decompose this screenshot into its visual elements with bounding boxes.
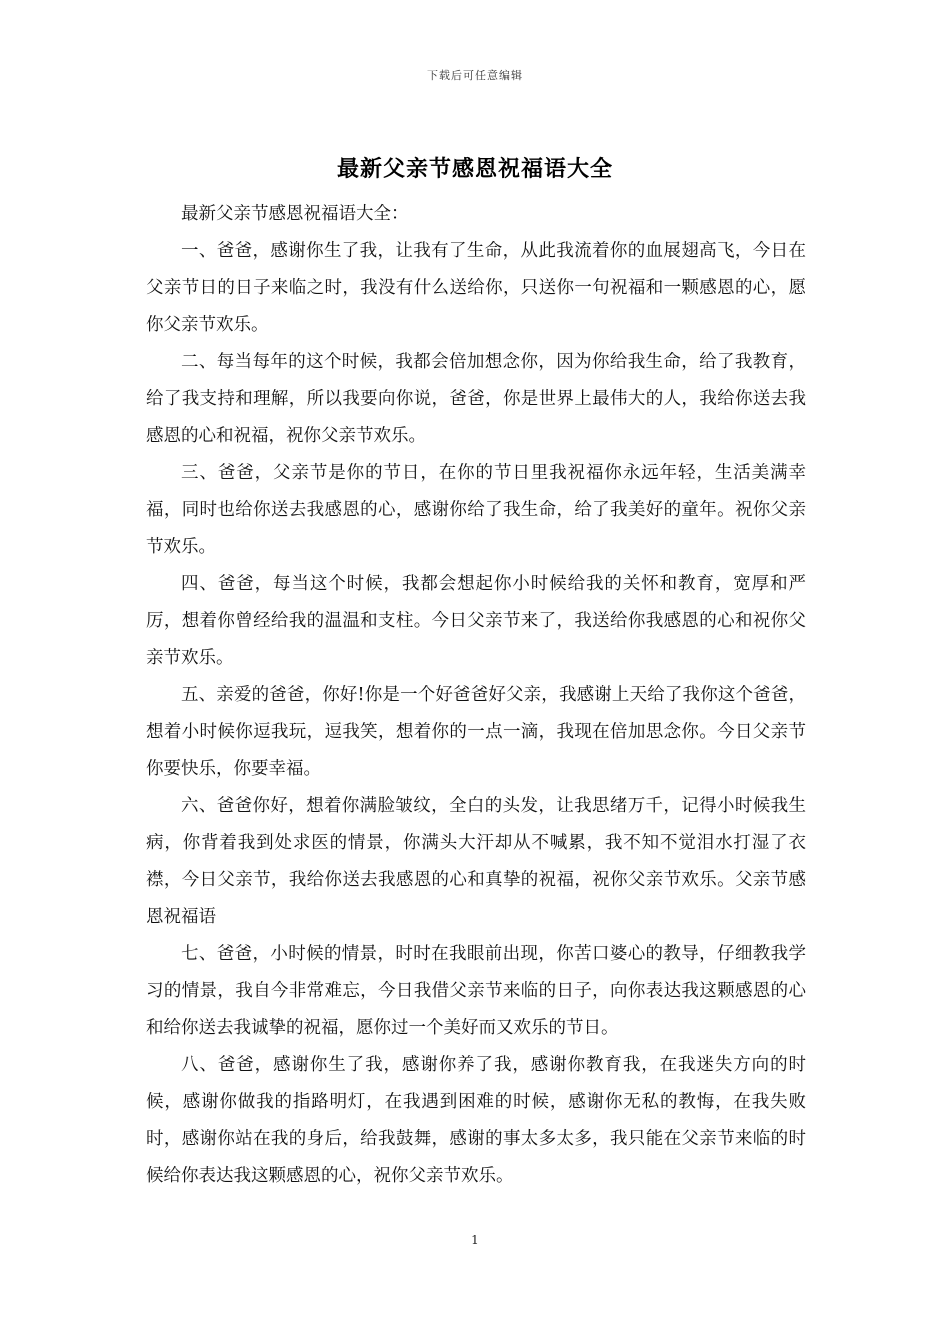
- paragraph-5: 五、亲爱的爸爸，你好!你是一个好爸爸好父亲，我感谢上天给了我你这个爸爸，想着小时候你逗我玩，逗我笑，想着你的一点一滴，我现在倍加思念你。今日父亲节你要快乐，你要幸福。: [146, 685, 806, 779]
- page-header-note: 下载后可任意编辑: [427, 69, 523, 82]
- paragraph-7: 七、爸爸，小时候的情景，时时在我眼前出现，你苦口婆心的教导，仔细教我学习的情景，我自今非常难忘，今日我借父亲节来临的日子，向你表达我这颗感恩的心和给你送去我诚挚的祝福，愿你过一个美好而又欢乐的节日。: [146, 944, 806, 1038]
- document-body: [146, 196, 806, 1195]
- paragraph-6: 六、爸爸你好，想着你满脸皱纹，全白的头发，让我思绪万千，记得小时候我生病，你背着我到处求医的情景，你满头大汗却从不喊累，我不知不觉泪水打湿了衣襟，今日父亲节，我给你送去我感恩的心和真挚的祝福，祝你父亲节欢乐。父亲节感恩祝福语: [146, 796, 806, 927]
- document-title: 最新父亲节感恩祝福语大全: [336, 156, 613, 182]
- paragraph-3: 三、爸爸，父亲节是你的节日，在你的节日里我祝福你永远年轻，生活美满幸福，同时也给你送去我感恩的心，感谢你给了我生命，给了我美好的童年。祝你父亲节欢乐。: [146, 463, 806, 557]
- page-number: 1: [471, 1233, 479, 1247]
- paragraph-1: 一、爸爸，感谢你生了我，让我有了生命，从此我流着你的血展翅高飞，今日在父亲节日的日子来临之时，我没有什么送给你，只送你一句祝福和一颗感恩的心，愿你父亲节欢乐。: [146, 241, 806, 335]
- paragraph-intro: 最新父亲节感恩祝福语大全：: [181, 204, 409, 224]
- paragraph-4: 四、爸爸，每当这个时候，我都会想起你小时候给我的关怀和教育，宽厚和严厉，想着你曾经给我的温温和支柱。今日父亲节来了，我送给你我感恩的心和祝你父亲节欢乐。: [146, 574, 806, 668]
- paragraph-2: 二、每当每年的这个时候，我都会倍加想念你，因为你给我生命，给了我教育，给了我支持和理解，所以我要向你说，爸爸，你是世界上最伟大的人，我给你送去我感恩的心和祝福，祝你父亲节欢乐。: [146, 352, 806, 446]
- paragraph-8: 八、爸爸，感谢你生了我，感谢你养了我，感谢你教育我，在我迷失方向的时候，感谢你做我的指路明灯，在我遇到困难的时候，感谢你无私的教悔，在我失败时，感谢你站在我的身后，给我鼓舞，感谢的事太多太多，我只能在父亲节来临的时候给你表达我这颗感恩的心，祝你父亲节欢乐。: [146, 1055, 806, 1186]
